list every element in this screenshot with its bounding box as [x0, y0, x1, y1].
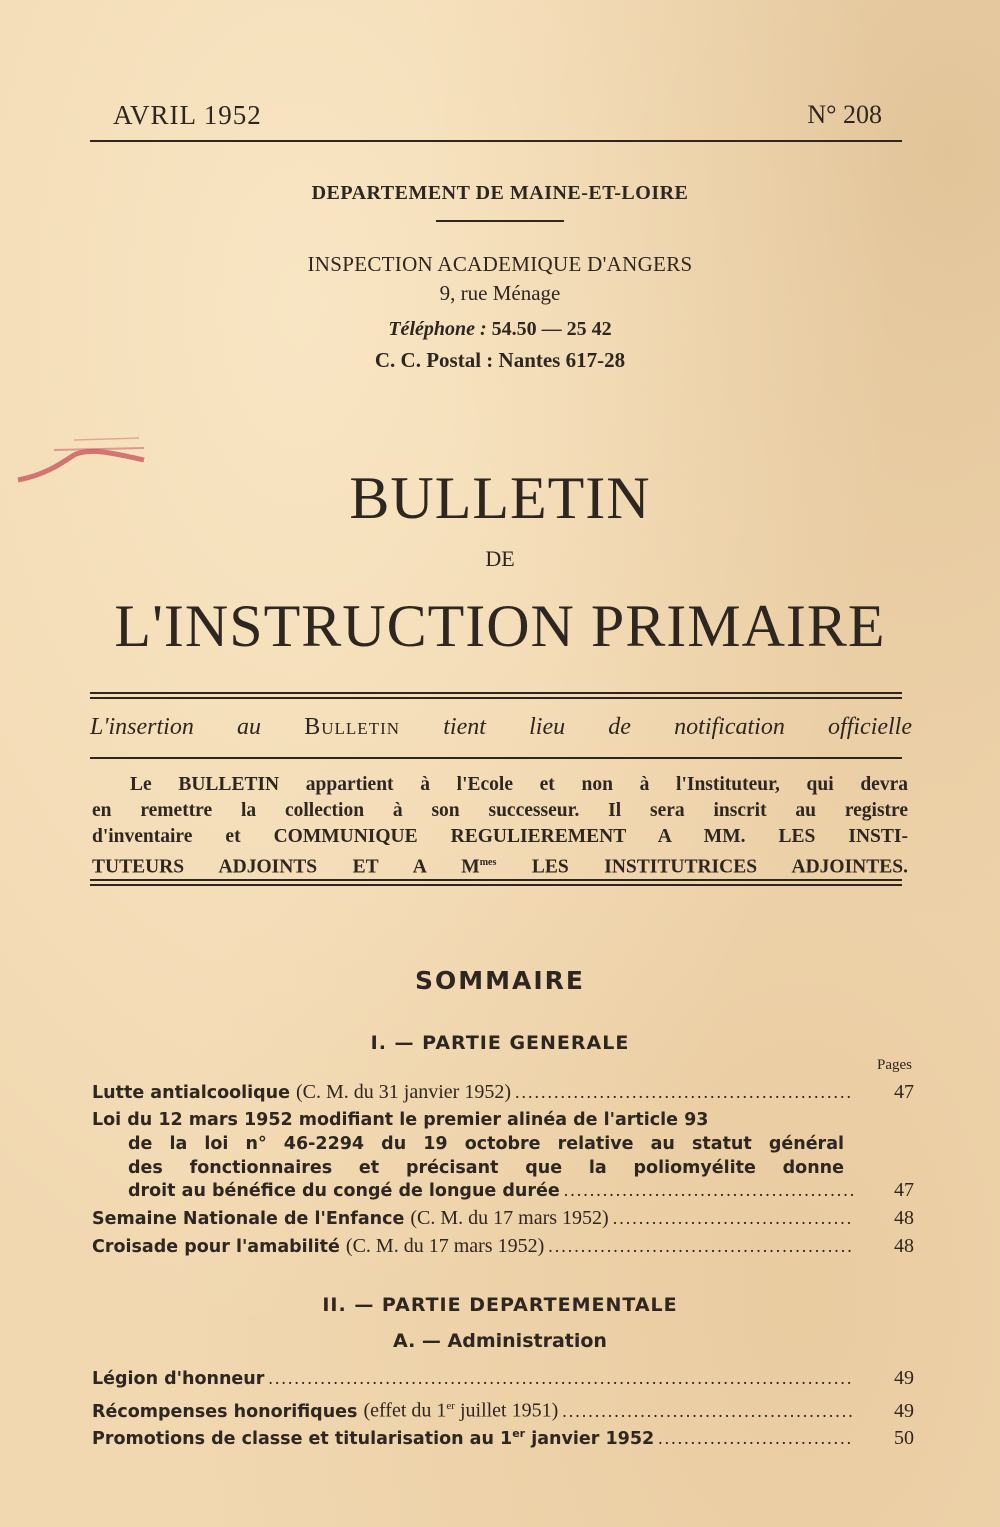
notice-part1: L'insertion au — [90, 714, 262, 740]
entry-continuation-line: des fonctionnaires et précisant que la poliomyélite donne — [128, 1158, 844, 1178]
summary-entry — [92, 1366, 914, 1391]
header-rule — [90, 140, 902, 142]
entry-continuation — [128, 1156, 844, 1180]
title-instruction-primaire: L'INSTRUCTION PRIMAIRE — [114, 593, 886, 659]
notification-line — [90, 714, 912, 741]
entry-title: Croisade pour l'amabilité — [92, 1237, 340, 1257]
double-rule-top — [90, 692, 902, 699]
entry-detail — [357, 1394, 558, 1423]
double-rule-bottom — [90, 879, 902, 886]
paragraph-line-4b: LES INSTITUTRICES ADJOINTES. — [496, 856, 908, 878]
leader-dots — [544, 1234, 854, 1258]
inspection-name: INSPECTION ACADEMIQUE D'ANGERS — [307, 252, 693, 276]
postal-account: C. C. Postal : Nantes 617-28 — [374, 348, 626, 372]
pages-label: Pages — [877, 1057, 912, 1073]
part2-heading: II. — PARTIE DEPARTEMENTALE — [322, 1294, 678, 1316]
entry-continuation-line: droit au bénéfice du congé de longue durée — [128, 1181, 560, 1201]
paragraph-line: en remettre la collection à son successeur. Il sera inscrit au registre — [92, 800, 908, 821]
entry-page: 49 — [894, 1399, 914, 1422]
entry-detail-sup: er — [446, 1400, 455, 1412]
entry-page: 47 — [894, 1081, 914, 1103]
entry-detail: (C. M. du 17 mars 1952) — [345, 1235, 545, 1257]
summary-heading: SOMMAIRE — [415, 966, 585, 995]
paragraph-line-4sup: mes — [479, 857, 497, 868]
entry-page: 50 — [894, 1426, 914, 1449]
ownership-paragraph — [92, 772, 908, 881]
entry-title: Semaine Nationale de l'Enfance — [92, 1209, 405, 1229]
phone-label: Téléphone : — [388, 318, 487, 340]
part1-heading: I. — PARTIE GENERALE — [370, 1032, 630, 1054]
notice-part2: Bulletin — [304, 714, 401, 740]
part2-subheading: A. — Administration — [393, 1330, 607, 1352]
entry-page: 48 — [894, 1235, 914, 1257]
summary-entry — [92, 1422, 914, 1451]
issue-date: AVRIL 1952 — [113, 100, 262, 130]
entry-detail-a: (effet du 1 — [363, 1399, 447, 1422]
leader-dots — [558, 1399, 854, 1423]
issue-number: N° 208 — [807, 100, 882, 129]
entry-page: 49 — [894, 1367, 914, 1389]
entry-title: Lutte antialcoolique — [92, 1083, 291, 1103]
summary-entry — [92, 1080, 914, 1105]
summary-entry — [92, 1206, 914, 1231]
entry-title-a: Promotions de classe et titularisation au 1 — [92, 1428, 513, 1449]
entry-title-sup: er — [512, 1427, 526, 1440]
entry-title: Loi du 12 mars 1952 modifiant le premier alinéa de l'article 93 — [92, 1110, 709, 1130]
inspection-phone — [0, 318, 1000, 341]
paragraph-line: Le BULLETIN appartient à l'Ecole et non à l'Instituteur, qui devra — [130, 774, 908, 795]
summary-entry — [92, 1234, 914, 1259]
entry-title-b: janvier 1952 — [525, 1428, 655, 1449]
entry-title — [92, 1422, 654, 1451]
entry-page: 48 — [894, 1207, 914, 1229]
leader-dots — [609, 1206, 854, 1230]
leader-dots — [511, 1080, 854, 1104]
entry-continuation — [128, 1132, 844, 1156]
leader-dots — [264, 1366, 854, 1390]
paragraph-line — [92, 850, 908, 881]
paragraph-line-4a: TUTEURS ADJOINTS ET A M — [92, 856, 480, 878]
leader-dots — [560, 1178, 854, 1202]
entry-page: 47 — [894, 1179, 914, 1201]
summary-entry — [92, 1108, 914, 1132]
department-rule — [436, 220, 564, 222]
title-bulletin: BULLETIN — [349, 465, 651, 531]
title-de: DE — [485, 546, 515, 571]
entry-detail: (C. M. du 17 mars 1952) — [410, 1207, 609, 1229]
summary-entry — [92, 1394, 914, 1424]
entry-continuation — [128, 1178, 914, 1203]
department-name: DEPARTEMENT DE MAINE-ET-LOIRE — [311, 182, 689, 204]
entry-detail: (C. M. du 31 janvier 1952) — [296, 1081, 511, 1103]
entry-title: Récompenses honorifiques — [92, 1401, 358, 1422]
entry-detail-b: juillet 1951) — [454, 1399, 559, 1422]
entry-continuation-line: de la loi n° 46-2294 du 19 octobre relative au statut général — [128, 1134, 844, 1154]
paragraph-line: d'inventaire et COMMUNIQUE REGULIEREMENT A MM. LES INSTI- — [92, 826, 908, 847]
phone-numbers: 54.50 — 25 42 — [491, 318, 612, 340]
single-rule — [90, 757, 902, 759]
notice-part3: tient lieu de notification officielle — [443, 714, 913, 740]
entry-title: Légion d'honneur — [92, 1369, 265, 1389]
leader-dots — [654, 1426, 854, 1450]
inspection-address: 9, rue Ménage — [439, 281, 561, 305]
